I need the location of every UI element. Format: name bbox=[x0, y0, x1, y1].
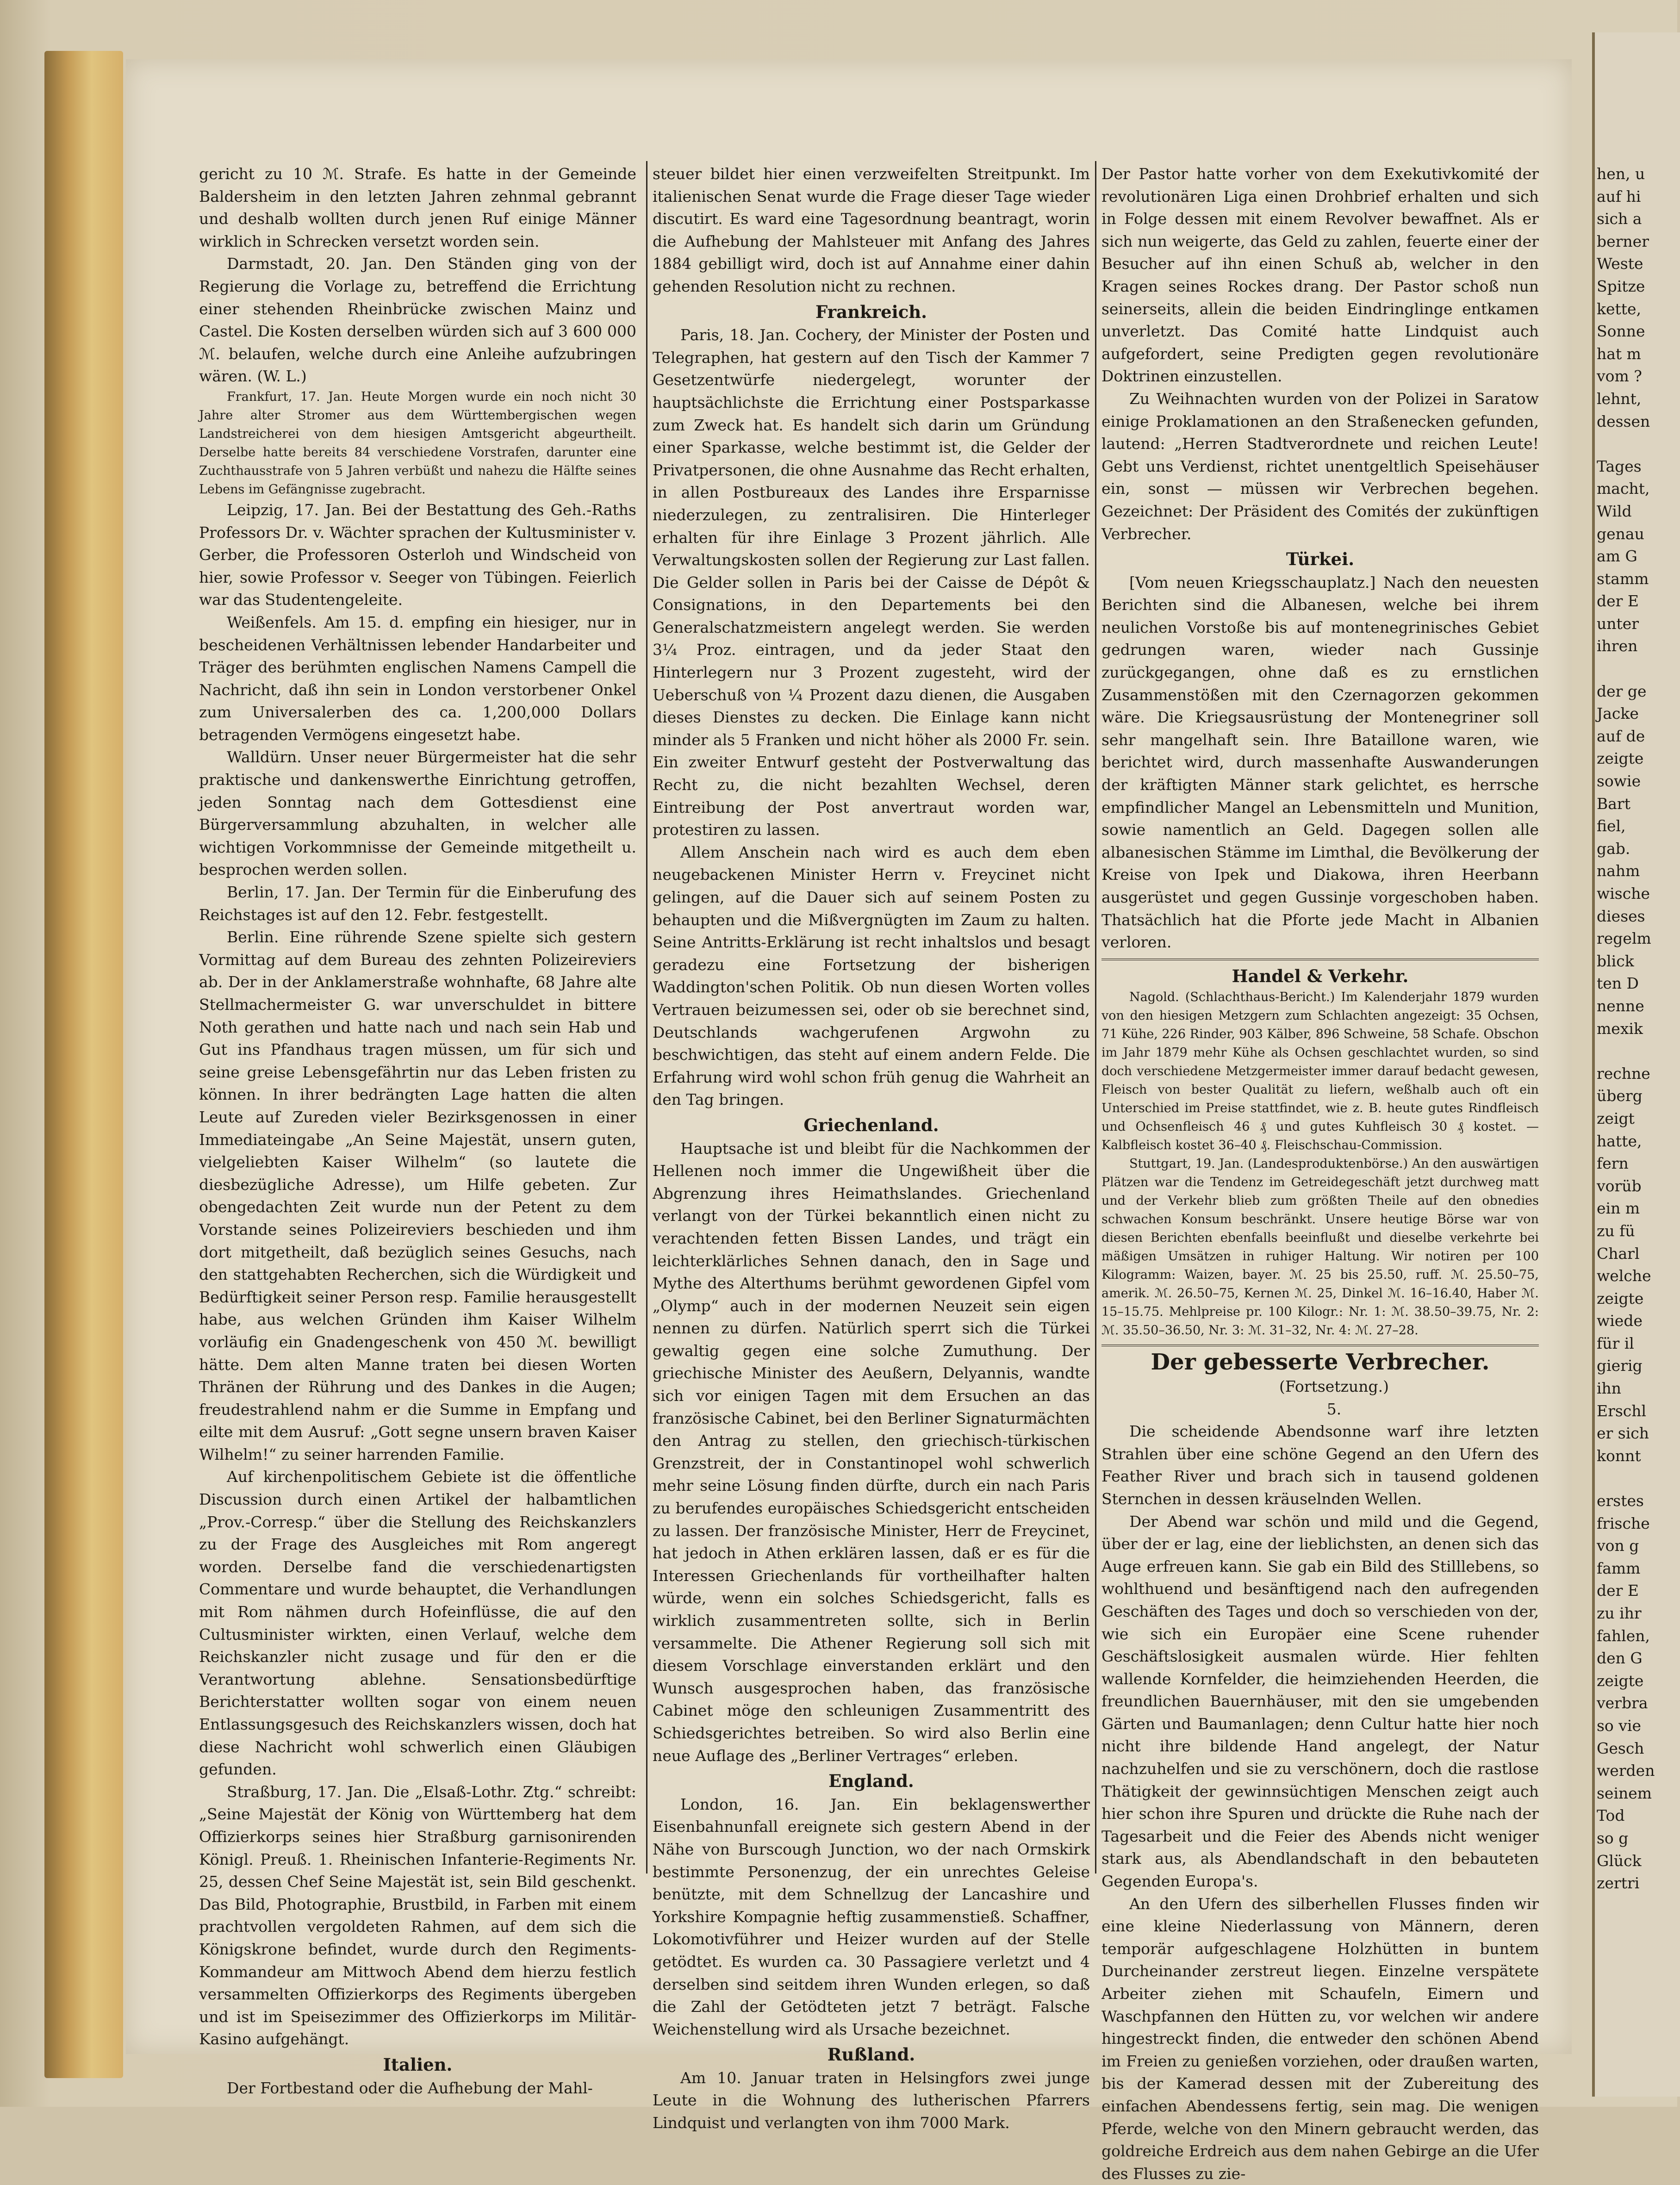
edge-text-line: verbra bbox=[1597, 1694, 1648, 1712]
edge-text-line: wiede bbox=[1597, 1312, 1643, 1330]
article-paragraph: Der Fortbestand oder die Aufhebung der Mahl- bbox=[227, 2079, 593, 2097]
edge-text-line: hen, u bbox=[1597, 165, 1645, 183]
edge-text-line: von g bbox=[1597, 1537, 1639, 1555]
article-paragraph: Weißenfels. Am 15. d. empfing ein hiesiger, nur in bescheidenen Verhältnissen lebender Handarbeiter und Träger des berühmten englischen Namens Campell die Nachricht, daß ihn sein in London verstorbener Onkel zum Universalerben des ca. 1,200,000 Dollars betragenden Vermögens eingesetzt habe. bbox=[199, 613, 636, 744]
edge-text-line: werden bbox=[1597, 1762, 1655, 1780]
article-paragraph: Der Abend war schön und mild und die Gegend, über der er lag, eine der lieblichsten, an denen sich das Auge erfreuen kann. Sie gab ein Bild des Stilllebens, so wohlthuend und besänftigend nach den aufregenden Geschäften des Tages und doch so verschieden von der, wie sich ein Europäer eine Scene ruhender Geschäftslosigkeit ausmalen würde. Hier fehlten wallende Kornfelder, die heimziehenden Heerden, die freundlichen Bauernhäuser, mit den sie umgebenden Gärten und Baumanlagen; denn Cultur hatte hier noch nicht ihre bildende Hand angelegt, der Natur nachzuhelfen und sie zu verschönern, doch die rastlose Thätigkeit der gewinnsüchtigen Menschen zeigt auch hier schon ihre Spuren und drückte die Ruhe nach der Tagesarbeit und die Feier des Abends nicht weniger stark aus, als Abendlandschaft in den bebauteten Gegenden Europa's. bbox=[1101, 1512, 1539, 1891]
edge-text-line: Gesch bbox=[1597, 1739, 1644, 1757]
edge-text-line: zeigt bbox=[1597, 1109, 1635, 1127]
edge-text-line: dessen bbox=[1597, 412, 1650, 430]
edge-text-line: vom ? bbox=[1597, 367, 1642, 386]
edge-text-line: so g bbox=[1597, 1829, 1629, 1847]
article-paragraph: Nagold. (Schlachthaus-Bericht.) Im Kalenderjahr 1879 wurden von den hiesigen Metzgern zum Schlachten angezeigt: 35 Ochsen, 71 Kühe, 226 Rinder, 903 Kälber, 896 Schweine, 58 Schafe. Obschon im Jahr 1879 mehr Kühe als Ochsen geschlachtet wurden, so sind doch verschiedene Metzgermeister immer darauf bedacht gewesen, Fleisch von bester Qualität zu liefern, weßhalb auch oft ein Unterschied im Preise stattfindet, wie z. B. heute gutes Rindfleisch und Ochsenfleisch 46 ₰ und gutes Kuhfleisch 30 ₰ kostet. — Kalbfleisch kostet 36–40 ₰. Fleischschau-Commission. bbox=[1101, 990, 1539, 1153]
article-paragraph: Walldürn. Unser neuer Bürgermeister hat die sehr praktische und dankenswerthe Einrichtung getroffen, jeden Sonntag nach dem Gottesdienst eine Bürgerversammlung abzuhalten, in welcher alle wichtigen Vorkommnisse der Gemeinde mitgetheilt u. besprochen werden sollen. bbox=[199, 748, 636, 879]
edge-text-line: der E bbox=[1597, 592, 1639, 610]
section-divider bbox=[1101, 1345, 1539, 1346]
article-paragraph: Der Pastor hatte vorher von dem Exekutivkomité der revolutionären Liga einen Drohbrief erhalten und sich in Folge dessen mit einem Revolver bewaffnet. Als er sich nun weigerte, das Geld zu zahlen, feuerte einer der Besucher auf ihn einen Schuß ab, welcher in den Kragen seines Rockes drang. Der Pastor schoß nun seinerseits, allein die beiden Eindringlinge entkamen unverletzt. Das Comité hatte Lindquist auch aufgefordert, seine Predigten gegen revolutionäre Doktrinen einzustellen. bbox=[1101, 165, 1539, 386]
feuilleton-subtitle: (Fortsetzung.) bbox=[1279, 1377, 1389, 1395]
edge-text-line: mexik bbox=[1597, 1019, 1643, 1038]
article-paragraph: Auf kirchenpolitischem Gebiete ist die öffentliche Discussion durch einen Artikel der halbamtlichen „Prov.-Corresp.“ über die Stellung des Reichskanzlers zu der Frage des Ausgleiches mit Rom angeregt worden. Derselbe fand die verschiedenartigsten Commentare und wurde behauptet, die Verhandlungen mit Rom nähmen durch Hofeinflüsse, die auf den Cultusminister wirkten, einen Verlauf, welche dem Reichskanzler nicht zusage und für den er die Verantwortung ablehne. Sensationsbedürftige Berichterstatter wollten sogar von einem neuen Entlassungsgesuch des Reichskanzlers wissen, doch hat diese Nachricht wohl schwerlich einen Gläubigen gefunden. bbox=[199, 1468, 636, 1779]
article-paragraph: Zu Weihnachten wurden von der Polizei in Saratow einige Proklamationen an den Straßenecken gefunden, lautend: „Herren Stadtverordnete und reichen Leute! Gebt uns Verdienst, richtet unentgeltlich Speisehäuser ein, sonst — müssen wir Verbrechen begehen. Gezeichnet: Der Präsident des Comités der zukünftigen Verbrecher. bbox=[1101, 389, 1539, 543]
edge-text-line bbox=[1597, 658, 1677, 680]
edge-text-line bbox=[1597, 1040, 1677, 1063]
edge-text-line: unter bbox=[1597, 614, 1639, 633]
edge-text-line: auf de bbox=[1597, 727, 1645, 745]
column-1 bbox=[199, 163, 636, 2097]
adjacent-page-text bbox=[1597, 163, 1677, 1892]
edge-text-line: Bart bbox=[1597, 794, 1630, 813]
edge-text-line: der E bbox=[1597, 1581, 1639, 1600]
edge-text-line: Wild bbox=[1597, 502, 1632, 520]
article-paragraph: London, 16. Jan. Ein beklagenswerther Eisenbahnunfall ereignete sich gestern Abend in der Nähe von Burscough Junction, wo der nach Ormskirk bestimmte Personenzug, der ein unrechtes Geleise benützte, mit dem Schnellzug der Lancashire und Yorkshire Kompagnie heftig zusammenstieß. Schaffner, Lokomotivführer und Heizer wurden auf der Stelle getödtet. Es wurden ca. 30 Passagiere verletzt und 4 derselben sind seitdem ihren Wunden erlegen, so daß die Zahl der Getödteten jetzt 7 beträgt. Falsche Weichenstellung wird als Ursache bezeichnet. bbox=[653, 1795, 1090, 2038]
edge-text-line: wische bbox=[1597, 884, 1650, 903]
edge-text-line: vorüb bbox=[1597, 1177, 1642, 1195]
edge-text-line bbox=[1597, 433, 1677, 455]
section-divider bbox=[1101, 959, 1539, 960]
article-paragraph: [Vom neuen Kriegsschauplatz.] Nach den neuesten Berichten sind die Albanesen, welche bei ihrem neulichen Vorstoße bis auf montenegrinisches Gebiet gedrungen waren, wieder nach Gussinje zurückgegangen, ohne daß es zu ernstlichen Zusammenstößen mit den Czernagorzen gekommen wäre. Die Kriegsausrüstung der Montenegriner soll sehr mangelhaft sein. Ihre Bataillone waren, wie berichtet wird, durch massenhafte Auswanderungen der kräftigten Männer stark gelichtet, es herrsche empfindlicher Mangel an Lebensmitteln und Munition, sowie namentlich an Geld. Dagegen sollen alle albanesischen Stämme im Limthal, die Bevölkerung der Kreise von Ipek und Diakowa, ihren Heerbann ausgerüstet und gegen Gussinje vorgeschoben haben. Thatsächlich hat die Pforte jede Macht in Albanien verloren. bbox=[1101, 573, 1539, 952]
edge-text-line: stamm bbox=[1597, 569, 1649, 588]
edge-text-line: macht, bbox=[1597, 479, 1650, 498]
article-paragraph: gericht zu 10 ℳ. Strafe. Es hatte in der Gemeinde Baldersheim in den letzten Jahren zehnmal gebrannt und deshalb wollten durch jenen Ruf einige Männer wirklich in Schrecken versetzt worden sein. bbox=[199, 165, 636, 250]
article-paragraph: Die scheidende Abendsonne warf ihre letzten Strahlen über eine schöne Gegend an den Ufern des Feather River und brach sich in tausend goldenen Sternchen in dessen kräuselnden Wellen. bbox=[1101, 1422, 1539, 1508]
article-paragraph: Frankfurt, 17. Jan. Heute Morgen wurde ein noch nicht 30 Jahre alter Stromer aus dem Württembergischen wegen Landstreicherei von dem hiesigen Amtsgericht abgeurtheilt. Derselbe hatte bereits 84 verschiedene Vorstrafen, darunter eine Zuchthausstrafe von 5 Jahren verbüßt und nahezu die Hälfte seines Lebens im Gefängnisse zugebracht. bbox=[199, 389, 636, 497]
edge-text-line: erstes bbox=[1597, 1492, 1644, 1510]
article-paragraph: Stuttgart, 19. Jan. (Landesproduktenbörse.) An den auswärtigen Plätzen war die Tendenz im Getreidegeschäft jetzt durchweg matt und der Verkehr blieb zum größten Theile auf den obnedies schwachen Konsum beschränkt. Unsere heutige Börse war von diesen Berichten ebenfalls beeinflußt und dieselbe verkehrte bei mäßigen Umsätzen in ruhiger Haltung. Wir notiren per 100 Kilogramm: Waizen, bayer. ℳ. 25 bis 25.50, ruff. ℳ. 25.50–75, amerik. ℳ. 26.50–75, Kernen ℳ. 25, Dinkel ℳ. 16–16.40, Haber ℳ. 15–15.75. Mehlpreise pr. 100 Kilogr.: Nr. 1: ℳ. 38.50–39.75, Nr. 2: ℳ. 35.50–36.50, Nr. 3: ℳ. 31–32, Nr. 4: ℳ. 27–28. bbox=[1101, 1157, 1539, 1338]
edge-text-line: Weste bbox=[1597, 255, 1643, 273]
edge-text-line: Sonne bbox=[1597, 322, 1645, 341]
section-heading-frankreich: Frankreich. bbox=[815, 301, 927, 322]
section-heading-tuerkei: Türkei. bbox=[1286, 549, 1355, 570]
edge-text-line: auf hi bbox=[1597, 187, 1641, 205]
edge-text-line: famm bbox=[1597, 1559, 1641, 1577]
edge-text-line: seinem bbox=[1597, 1784, 1652, 1802]
edge-text-line: fahlen, bbox=[1597, 1626, 1650, 1645]
edge-text-line: welche bbox=[1597, 1267, 1651, 1285]
edge-text-line: ein m bbox=[1597, 1199, 1640, 1218]
edge-text-line: hat m bbox=[1597, 344, 1641, 363]
section-heading-handel: Handel & Verkehr. bbox=[1232, 965, 1409, 986]
edge-text-line: zeigte bbox=[1597, 749, 1644, 768]
edge-text-line: Tod bbox=[1597, 1806, 1625, 1825]
edge-text-line: berner bbox=[1597, 232, 1649, 250]
edge-text-line: überg bbox=[1597, 1087, 1643, 1105]
article-paragraph: Straßburg, 17. Jan. Die „Elsaß-Lothr. Ztg.“ schreibt: „Seine Majestät der König von Württemberg hat dem Offizierkorps seines hier Straßburg garnisonirenden Königl. Preuß. 1. Rheinischen Infanterie-Regiments Nr. 25, dessen Chef Seine Majestät ist, sein Bild geschenkt. Das Bild, Photographie, Brustbild, in Farben mit einem prachtvollen vergoldeten Rahmen, auf dem sich die Königskrone befindet, wurde durch den Regiments-Kommandeur am Mittwoch Abend dem hierzu festlich versammelten Offizierkorps des Regiments übergeben und ist im Speisezimmer des Offizierkorps im Militär-Kasino aufgehängt. bbox=[199, 1782, 636, 2048]
article-paragraph: Berlin, 17. Jan. Der Termin für die Einberufung des Reichstages ist auf den 12. Febr. festgestellt. bbox=[199, 883, 636, 924]
edge-text-line: für il bbox=[1597, 1334, 1634, 1352]
edge-text-line: fiel, bbox=[1597, 817, 1626, 835]
edge-text-line: ihren bbox=[1597, 637, 1638, 655]
edge-text-line: ihn bbox=[1597, 1379, 1622, 1398]
edge-text-line: Erschl bbox=[1597, 1401, 1647, 1420]
edge-text-line: Glück bbox=[1597, 1851, 1642, 1870]
edge-text-line: am G bbox=[1597, 547, 1637, 566]
edge-text-line: dieses bbox=[1597, 907, 1645, 925]
edge-text-line: Tages bbox=[1597, 457, 1642, 475]
column-rule bbox=[646, 161, 647, 1874]
edge-text-line: zu ihr bbox=[1597, 1604, 1642, 1622]
edge-text-line: gab. bbox=[1597, 839, 1630, 858]
article-paragraph: Allem Anschein nach wird es auch dem eben neugebackenen Minister Herrn v. Freycinet nicht gelingen, auf die Dauer sich auf seinem Posten zu behaupten und die Mißvergnügten im Zaum zu halten. Seine Antritts-Erklärung ist recht inhaltslos und besagt geradezu eine Fortsetzung der bisherigen Waddington'schen Politik. Ob nun diesen Worten volles Vertrauen beizumessen sei, oder ob sie berechnet sind, Deutschlands wachgerufenen Argwohn zu beschwichtigen, das steht auf einem andern Felde. Die Erfahrung wird wohl schon früh genug die Wahrheit an den Tag bringen. bbox=[653, 843, 1090, 1109]
edge-text-line: zeigte bbox=[1597, 1289, 1644, 1307]
edge-text-line bbox=[1597, 1467, 1677, 1490]
section-heading-italien: Italien. bbox=[383, 2054, 453, 2075]
edge-text-line: ten D bbox=[1597, 974, 1639, 993]
edge-text-line: den G bbox=[1597, 1649, 1643, 1668]
edge-text-line: nenne bbox=[1597, 996, 1644, 1015]
article-paragraph: Leipzig, 17. Jan. Bei der Bestattung des Geh.-Raths Professors Dr. v. Wächter sprachen der Kultusminister v. Gerber, die Professoren Osterloh und Windscheid von hier, sowie Professor v. Seeger von Tübingen. Feierlich war das Studentengeleite. bbox=[199, 500, 636, 609]
edge-text-line: nahm bbox=[1597, 862, 1640, 880]
section-heading-griechenland: Griechenland. bbox=[803, 1114, 939, 1135]
edge-text-line: sich a bbox=[1597, 210, 1642, 228]
edge-text-line: gierig bbox=[1597, 1357, 1643, 1375]
article-paragraph: Berlin. Eine rührende Szene spielte sich gestern Vormittag auf dem Bureau des zehnten Polizeireviers ab. Der in der Anklamerstraße wohnhafte, 68 Jahre alte Stellmachermeister G. war unverschuldet in bittere Noth gerathen und hatte nach und nach sein Hab und Gut ins Pfandhaus tragen müssen, um für sich und seine greise Lebensgefährtin nur das Leben fristen zu können. In ihrer bedrängten Lage hatten die alten Leute auf Zureden vieler Bezirksgenossen in einer Immediateingabe „An Seine Majestät, unsern guten, vielgeliebten Kaiser Wilhelm“ (so lautete die diesbezügliche Adresse), um Hilfe gebeten. Zur obengedachten Zeit wurde nun der Petent zu dem Vorstande seines Polizeireviers beschieden und ihm dort mitgetheilt, daß bezüglich seines Gesuchs, nach den stattgehabten Recherchen, sich die Würdigkeit und Bedürftigkeit seiner Person resp. Familie herausgestellt habe, aus welchen Gründen ihm Kaiser Wilhelm vorläufig ein Gnadengeschenk von 450 ℳ. bewilligt hätte. Dem alten Manne traten bei diesen Worten Thränen der Rührung und des Dankes in die Augen; freudestrahlend nahm er die Summe in Empfang und eilte mit dem Ausruf: „Gott segne unsern braven Kaiser Wilhelm!“ zu seiner harrenden Familie. bbox=[199, 928, 636, 1463]
article-paragraph: Paris, 18. Jan. Cochery, der Minister der Posten und Telegraphen, hat gestern auf den Tisch der Kammer 7 Gesetzentwürfe niedergelegt, worunter der hauptsächlichste die Errichtung einer Postsparkasse zum Zweck hat. Es handelt sich darin um Gründung einer Sparkasse, welche bestimmt ist, die Gelder der Privatpersonen, die ohne Ausnahme das Recht erhalten, in allen Postbureaux des Landes ihre Ersparnisse niederzulegen, zu zentralisiren. Die Hinterleger erhalten für ihre Einlage 3 Prozent jährlich. Alle Verwaltungskosten sollen der Regierung zur Last fallen. Die Gelder sollen in Paris bei der Caisse de Dépôt & Consignations, in den Departements bei den Generalschatzmeistern angelegt werden. Sie werden 3¼ Proz. eintragen, und da jeder Staat den Hinterlegern nur 3 Prozent zugesteht, wird der Ueberschuß von ¼ Prozent dazu dienen, die Ausgaben dieses Dienstes zu decken. Die Einlage kann nicht minder als 5 Franken und nicht höher als 2000 Fr. sein. Ein zweiter Entwurf gesteht der Postverwaltung das Recht zu, die nicht bezahlten Wechsel, deren Eintreibung der Post anvertraut worden war, protestiren zu lassen. bbox=[653, 326, 1090, 839]
article-paragraph: Hauptsache ist und bleibt für die Nachkommen der Hellenen noch immer die Ungewißheit über die Abgrenzung ihres Heimathslandes. Griechenland verlangt von der Türkei bekanntlich einen nicht zu verachtenden fetten Bissen Landes, und trägt ein leichterklärliches Sehnen danach, den in Sage und Mythe des Alterthums berühmt gewordenen Gipfel vom „Olymp“ auch in der modernen Neuzeit sein eigen nennen zu dürfen. Natürlich sperrt sich die Türkei gewaltig gegen eine solche Zumuthung. Der griechische Minister des Aeußern, Delyannis, wandte sich vor einigen Tagen mit dem Ersuchen an das französische Cabinet, bei den Berliner Signaturmächten den Antrag zu stellen, den griechisch-türkischen Grenzstreit, der in Constantinopel wohl schwerlich mehr seine Lösung finden dürfte, durch ein nach Paris zu berufendes europäisches Schiedsgericht entscheiden zu lassen. Der französische Minister, Herr de Freycinet, hat jedoch in Athen erklären lassen, daß er es für die Interessen Griechenlands für vortheilhafter halten würde, wenn ein solches Schiedsgericht, falls es wirklich zusammentreten sollte, sich in Berlin versammelte. Die Athener Regierung soll sich mit diesem Vorschlage einverstanden erklärt und den Wunsch ausgesprochen haben, das französische Cabinet möge den schleunigen Zusammentritt des Schiedsgerichtes betreiben. So wird also Berlin eine neue Auflage des „Berliner Vertrages“ erleben. bbox=[653, 1139, 1090, 1765]
column-2 bbox=[653, 163, 1090, 2132]
edge-text-line: kette, bbox=[1597, 299, 1642, 318]
section-heading-russland: Rußland. bbox=[827, 2044, 915, 2065]
edge-text-line: sowie bbox=[1597, 772, 1641, 791]
edge-text-line: lehnt, bbox=[1597, 389, 1642, 408]
edge-text-line: Spitze bbox=[1597, 277, 1645, 295]
edge-text-line: der ge bbox=[1597, 682, 1647, 700]
book-spine-edge bbox=[44, 51, 123, 2078]
column-3 bbox=[1101, 163, 1539, 2183]
edge-text-line: Charl bbox=[1597, 1244, 1640, 1263]
edge-text-line: so vie bbox=[1597, 1716, 1642, 1735]
edge-text-line: konnt bbox=[1597, 1446, 1641, 1465]
edge-text-line: frische bbox=[1597, 1514, 1650, 1532]
article-paragraph: An den Ufern des silberhellen Flusses finden wir eine kleine Niederlassung von Männern, deren temporär aufgeschlagene Holzhütten in buntem Durcheinander zerstreut liegen. Einzelne verspätete Arbeiter ziehen mit Schaufeln, Eimern und Waschpfannen den Hütten zu, vor welchen wir andere hingestreckt finden, die entweder den schönen Abend im Freien zu genießen vorziehen, oder draußen warten, bis der Kamerad dessen mit der Zubereitung des einfachen Abendessens fertig, sein mag. Die wenigen Pferde, welche von den Minern gebraucht werden, das goldreiche Erdreich aus dem nahen Gebirge an die Ufer des Flusses zu zie- bbox=[1101, 1894, 1539, 2183]
edge-text-line: blick bbox=[1597, 952, 1634, 970]
edge-text-line: hatte, bbox=[1597, 1132, 1642, 1150]
edge-text-line: er sich bbox=[1597, 1424, 1649, 1443]
column-rule bbox=[1095, 161, 1096, 1874]
edge-text-line: zu fü bbox=[1597, 1221, 1635, 1240]
edge-text-line: regelm bbox=[1597, 929, 1651, 948]
section-heading-england: England. bbox=[828, 1771, 914, 1792]
feuilleton-chapter-number: 5. bbox=[1326, 1400, 1342, 1418]
edge-text-line: zeigte bbox=[1597, 1671, 1644, 1690]
edge-text-line: rechne bbox=[1597, 1064, 1650, 1083]
article-paragraph: steuer bildet hier einen verzweifelten Streitpunkt. Im italienischen Senat wurde die Frage dieser Tage wieder discutirt. Es ward eine Tagesordnung beantragt, worin die Aufhebung der Mahlsteuer mit Anfang des Jahres 1884 gebilligt wird, doch ist auf Annahme einer dahin gehenden Resolution nicht zu rechnen. bbox=[653, 165, 1090, 295]
feuilleton-title: Der gebesserte Verbrecher. bbox=[1151, 1349, 1490, 1376]
article-paragraph: Am 10. Januar traten in Helsingfors zwei junge Leute in die Wohnung des lutherischen Pfarrers Lindquist und verlangten von ihm 7000 Mark. bbox=[653, 2068, 1090, 2132]
edge-text-line: genau bbox=[1597, 524, 1644, 543]
edge-text-line: fern bbox=[1597, 1154, 1629, 1173]
article-paragraph: Darmstadt, 20. Jan. Den Ständen ging von der Regierung die Vorlage zu, betreffend die Errichtung einer stehenden Rheinbrücke zwischen Mainz und Castel. Die Kosten derselben würden sich auf 3 600 000 ℳ. belaufen, welche durch eine Anleihe aufzubringen wären. (W. L.) bbox=[199, 255, 636, 386]
edge-text-line: Jacke bbox=[1597, 704, 1639, 723]
edge-text-line: zertri bbox=[1597, 1874, 1640, 1892]
